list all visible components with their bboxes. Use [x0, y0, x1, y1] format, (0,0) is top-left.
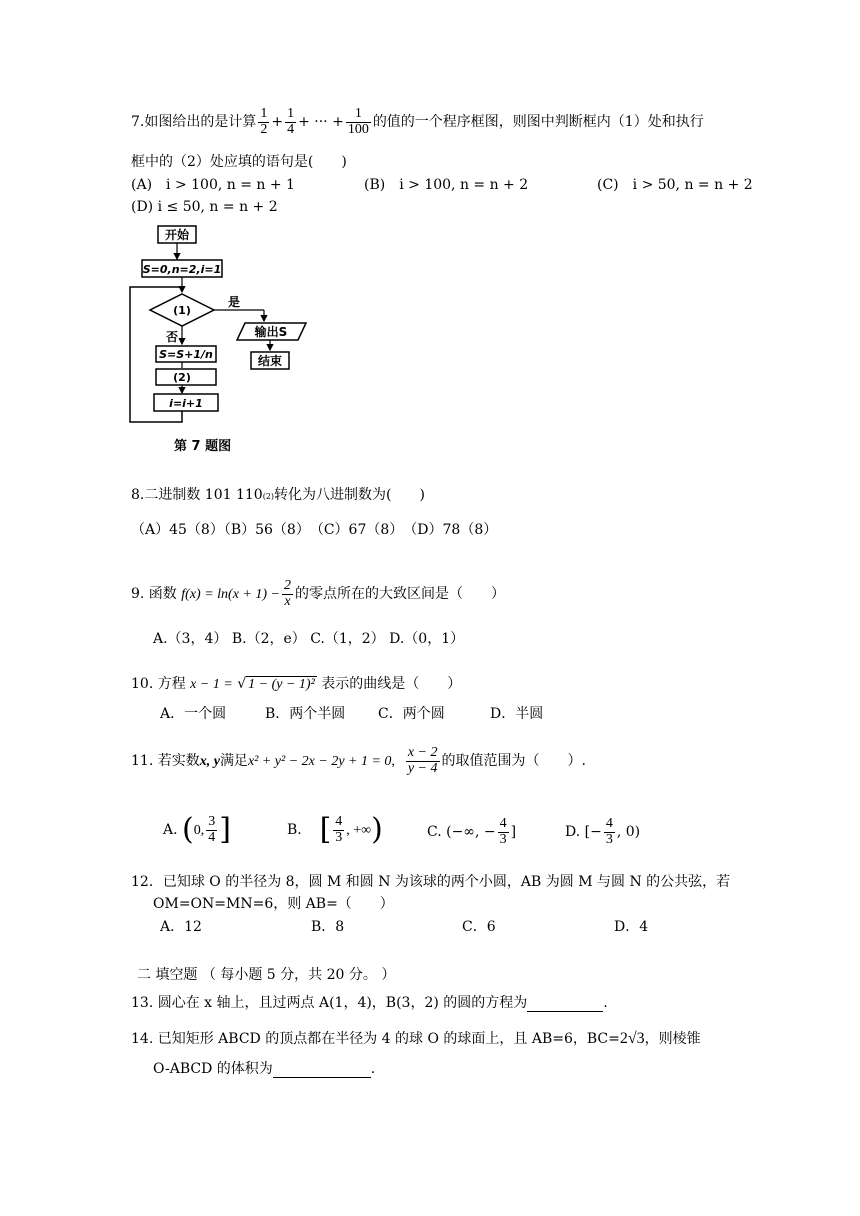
q14-answer-blank[interactable] — [273, 1063, 371, 1078]
q14-line2: O-ABCD 的体积为 . — [153, 1061, 376, 1077]
q10-option-d: D．半圆 — [490, 706, 544, 722]
flow-step1-label: S=S+1/n — [159, 348, 213, 361]
q11-stem: 11. 若实数x, y满足x² + y² − 2x − 2y + 1 = 0, $\frac{x - 2}{y - 4}$ 的取值范围为（ ）. — [131, 745, 586, 776]
q7-flowchart — [120, 222, 320, 458]
q10-option-b: B．两个半圆 — [265, 706, 346, 722]
q12-line1: 12．已知球 O 的半径为 8，圆 M 和圆 N 为该球的两个小圆，AB 为圆 M 与圆 N 的公共弦，若 — [131, 874, 731, 890]
q7-option-d: (D) i ≤ 50, n = n + 2 — [131, 199, 278, 215]
q13-answer-blank[interactable] — [527, 997, 603, 1012]
flow-step3-label: i=i+1 — [169, 397, 203, 410]
q13-stem: 13. 圆心在 x 轴上，且过两点 A(1，4)，B(3，2) 的圆的方程为 . — [131, 995, 608, 1011]
flow-output-label: 输出S — [254, 325, 288, 339]
q10-stem: 10. 方程 x − 1 = √ 1 − (y − 1)² 表示的曲线是（ ） — [131, 676, 462, 692]
section-header: 二 填空题 （ 每小题 5 分，共 20 分。 ） — [137, 967, 396, 983]
q14-line1: 14. 已知矩形 ABCD 的顶点都在半径为 4 的球 O 的球面上，且 AB=6，BC=2√3，则棱锥 — [131, 1030, 701, 1047]
q12-option-b: B．8 — [311, 919, 345, 935]
flow-start-label: 开始 — [164, 228, 190, 242]
q7-option-b: (B) i > 100, n = n + 2 — [364, 177, 529, 193]
q11-option-c: C. (−∞, − $\frac{4}{3}$ ] — [427, 816, 517, 847]
q8-stem: 8.二进制数 101 110(2)转化为八进制数为( ) — [131, 487, 425, 503]
q9-stem: 9. 函数 f(x) = ln(x + 1) − $\frac{2}{x}$ 的零点所在的大致区间是（ ） — [131, 578, 505, 609]
q12-option-c: C．6 — [462, 919, 496, 935]
q10-option-c: C．两个圆 — [378, 706, 445, 722]
flow-caption: 第 7 题图 — [174, 439, 232, 454]
q10-option-a: A．一个圆 — [160, 706, 227, 722]
q12-option-d: D．4 — [614, 919, 649, 935]
q11-option-b: B. [ $\frac{4}{3}$ , +∞) — [287, 812, 383, 847]
flow-init-label: S=0,n=2,i=1 — [142, 263, 222, 276]
q8-options: （A）45（8）（B）56（8） （C）67（8） （D）78（8） — [131, 522, 498, 538]
q7-option-a: (A) i > 100, n = n + 1 — [131, 177, 295, 193]
flow-no-label: 否 — [166, 330, 179, 344]
q7-option-c: (C) i > 50, n = n + 2 — [597, 177, 753, 193]
q12-line2: OM=ON=MN=6，则 AB=（ ） — [153, 896, 394, 912]
flow-yes-label: 是 — [228, 295, 241, 309]
flow-step2-label: (2) — [173, 371, 191, 384]
q9-options: A.（3，4） B.（2，e） C.（1，2） D.（0，1） — [153, 631, 465, 647]
q11-option-a: A. (0, $\frac{3}{4}$ ] — [163, 812, 231, 847]
q7-line2: 框中的（2）处应填的语句是( ) — [131, 154, 347, 170]
flow-condition-label: (1) — [173, 304, 191, 317]
q12-option-a: A．12 — [160, 919, 202, 935]
flow-end-label: 结束 — [257, 354, 283, 368]
q11-option-d: D. [− $\frac{4}{3}$ , 0) — [565, 816, 641, 847]
q7-line1: 7.如图给出的是计算 $\frac{1}{2}$ + $\frac{1}{4}$ + ··· + $\frac{1}{100}$ 的值的一个程序框图，则图中判断框内（1）处和执行 — [131, 106, 704, 137]
